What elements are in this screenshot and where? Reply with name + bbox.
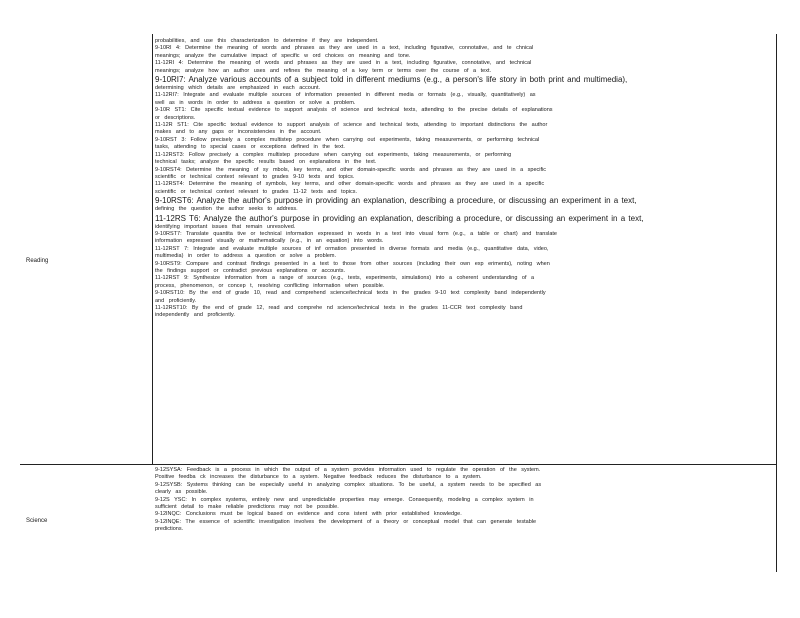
standard-text-line: defining the question the author seeks to address. xyxy=(155,206,298,213)
standard-text-line: technical tasks; analyze the specific results based on explanations in the text. xyxy=(155,159,377,166)
standard-text-line: 9-10RST6: Analyze the author's purpose in providing an explanation, describing a procedure, or discussing an experiment in a text, xyxy=(155,196,637,206)
standard-text-line: and proficiently. xyxy=(155,297,197,304)
standard-text-line: the findings support or contradict previous explanations or accounts. xyxy=(155,267,346,274)
standard-text-line: 11-12RST 9: Synthesize information from a range of sources (e.g., texts, experiments, simulations) into a coherent understanding of a xyxy=(155,275,535,282)
reading-standards xyxy=(155,38,775,320)
standard-text-line: 11-12RST 7: Integrate and evaluate multiple sources of inf ormation presented in diverse formats and media (e.g., quantitative data, video, xyxy=(155,245,549,252)
standard-text-line: probabilities, and use this characterization to determine if they are independent. xyxy=(155,38,379,44)
standard-text-line: determining which details are emphasized in each account. xyxy=(155,85,320,92)
row-divider xyxy=(20,464,777,465)
standard-text-line: 11-12RI7: Integrate and evaluate multiple sources of information presented in different media or formats (e.g., visually, quantitatively) as xyxy=(155,92,536,99)
standard-text-line: 9-10RST7: Translate quantita tive or technical information expressed in words in a text into visual form (e.g., a table or chart) and translate xyxy=(155,230,557,237)
standard-text-line: process, phenomenon, or concep t, resolving conflicting information when possible. xyxy=(155,282,385,289)
standard-text-line: 11-12RS T6: Analyze the author's purpose in providing an explanation, describing a procedure, or discussing an experiment in a text, xyxy=(155,213,644,223)
standard-text-line: well as in words in order to address a question or solve a problem. xyxy=(155,99,356,106)
subject-science: Science xyxy=(26,518,48,524)
standard-text-line: meanings; analyze the cumulative impact of specific w ord choices on meaning and tone. xyxy=(155,52,411,59)
standard-text-line: 9-12SYSB: Systems thinking can be especially useful in analyzing complex situations. To be useful, a system needs to be specified as xyxy=(155,481,542,488)
standard-text-line: 11-12RST10: By the end of grade 12, read and comprehe nd science/technical texts in the grades 11-CCR text complexity band xyxy=(155,305,523,311)
column-divider xyxy=(152,34,153,464)
science-standards xyxy=(155,467,775,534)
standard-text-line: or descriptions. xyxy=(155,114,196,121)
standard-text-line: clearly as possible. xyxy=(155,489,208,496)
standard-text-line: 11-12R ST1: Cite specific textual evidence to support analysis of science and technical texts, attending to important distinctions the author xyxy=(155,122,548,129)
standard-text-line: 9-12INQC: Conclusions must be logical based on evidence and cons istent with prior established knowledge. xyxy=(155,511,462,518)
standard-text-line: multimedia) in order to address a question or solve a problem. xyxy=(155,253,337,260)
standard-text-line: meanings; analyze how an author uses and refines the meaning of a key term or terms over the course of a text. xyxy=(155,67,492,74)
standard-text-line: sufficient detail to make reliable predictions may not be possible. xyxy=(155,504,339,511)
standard-text-line: 9-12INQE: The essence of scientific investigation involves the development of a theory or conceptual model that can generate testable xyxy=(155,518,537,525)
standard-text-line: identifying important issues that remain unresolved. xyxy=(155,223,296,230)
standard-text-line: 11-12RST3: Follow precisely a complex multistep procedure when carrying out experiments, taking measurements, or performing xyxy=(155,151,512,158)
standard-text-line: information expressed visually or mathematically (e.g., in an equation) into words. xyxy=(155,238,384,245)
standard-text-line: makes and to any gaps or inconsistencies in the account. xyxy=(155,129,322,136)
standard-text-line: scientific or technical context relevant to grades 11-12 texts and topics. xyxy=(155,188,358,195)
standard-text-line: 9-10RST10: By the end of grade 10, read and comprehend science/technical texts in the grades 9-10 text complexity band independently xyxy=(155,290,546,297)
standard-text-line: 9-10RST 3: Follow precisely a complex multistep procedure when carrying out experiments, taking measurements, or performing technical xyxy=(155,136,540,143)
standard-text-line: 9-10RST9: Compare and contrast findings presented in a text to those from other sources (including their own exp eriments), noting when xyxy=(155,260,550,267)
standard-text-line: scientific or technical context relevant to grades 9-10 texts and topics. xyxy=(155,173,355,180)
standard-text-line: 9-12S YSC: In complex systems, entirely new and unpredictable properties may emerge. Consequently, modeling a complex system in xyxy=(155,496,534,503)
standard-text-line: Positive feedba ck increases the disturbance to a system. Negative feedback reduces the disturbance to a system. xyxy=(155,474,482,481)
standard-text-line: tasks, attending to special cases or exceptions defined in the text. xyxy=(155,144,345,151)
standard-text-line: 9-12SYSA: Feedback is a process in which the output of a system provides information used to regulate the operation of the system. xyxy=(155,467,541,473)
standard-text-line: 9-10RI7: Analyze various accounts of a subject told in different mediums (e.g., a person's life story in both print and multimedia), xyxy=(155,75,628,85)
standard-text-line: predictions. xyxy=(155,526,184,533)
subject-reading: Reading xyxy=(26,258,49,264)
right-border xyxy=(776,34,777,572)
standard-text-line: 9-10RI 4: Determine the meaning of words and phrases as they are used in a text, including figurative, connotative, and te chnical xyxy=(155,45,534,52)
standard-text-line: independently and proficiently. xyxy=(155,312,235,319)
standard-text-line: 11-12RST4: Determine the meaning of symbols, key terms, and other domain-specific words and phrases as they are used in a specific xyxy=(155,181,545,188)
standard-text-line: 9-10R ST1: Cite specific textual evidence to support analysis of science and technical texts, attending to the precise details of explanations xyxy=(155,107,553,114)
standard-text-line: 11-12RI 4: Determine the meaning of words and phrases as they are used in a text, including figurative, connotative, and technical xyxy=(155,60,532,67)
standard-text-line: 9-10RST4: Determine the meaning of sy mbols, key terms, and other domain-specific words and phrases as they are used in a specific xyxy=(155,166,547,173)
